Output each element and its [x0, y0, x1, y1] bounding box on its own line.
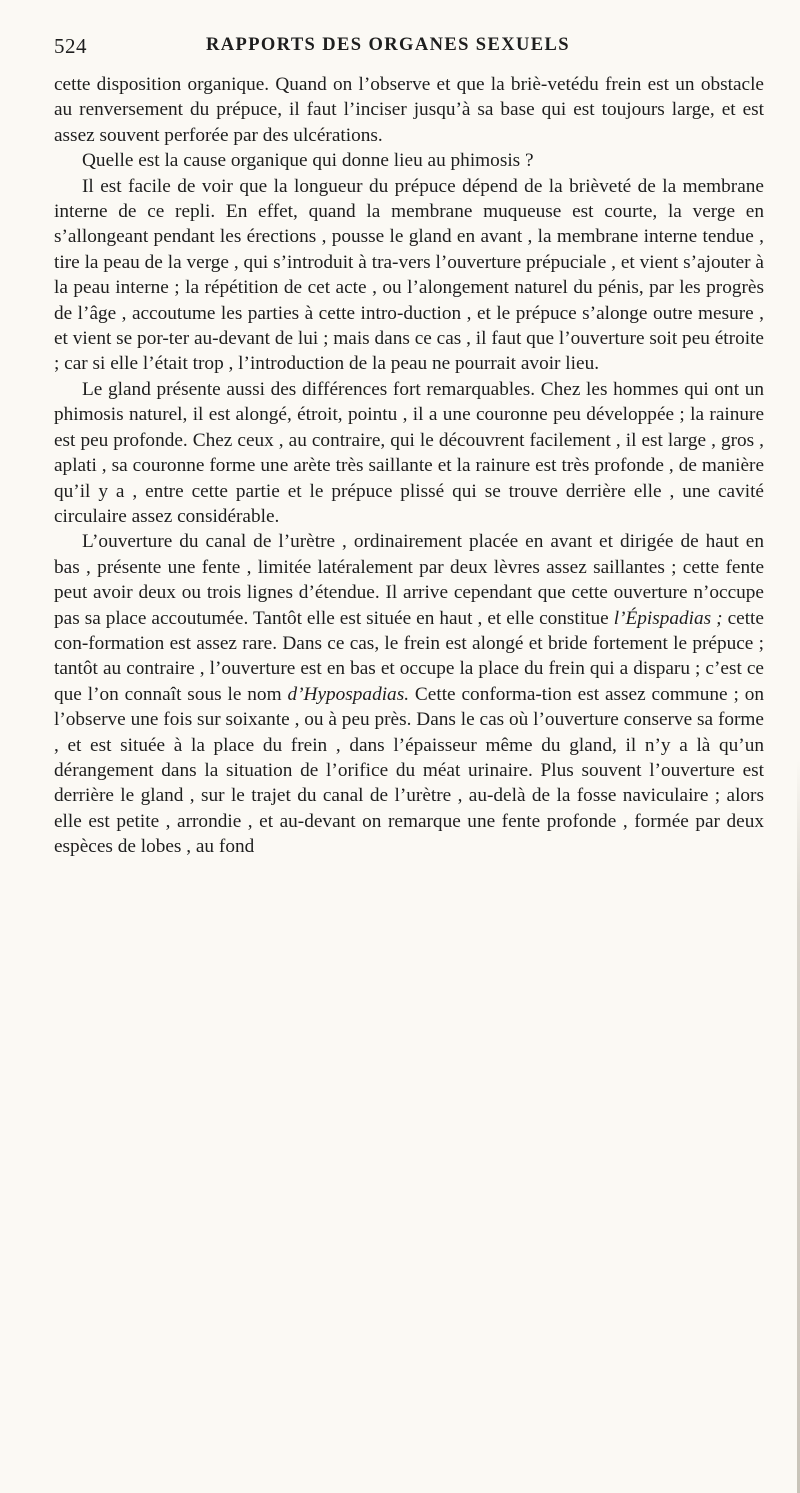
paragraph-gland: Le gland présente aussi des différences fort remarquables. Chez les hommes qui ont un phimosis naturel, il est alongé, étroit, pointu , il a une couronne peu développée ; la rainure est peu profonde. Chez ceux , au contraire, qui le découvrent facilement , il est large , gros , aplati , sa couronne forme une arète très saillante et la rainure est très profonde , de manière qu’il y a , entre cette partie et le prépuce plissé qui se trouve derrière elle , une cavité circulaire assez considérable. [54, 378, 764, 527]
paragraph-uretre-text-3: Cette conforma-tion est assez commune ; on l’observe une fois sur soixante , ou à peu près. Dans le cas où l’ouverture conserve sa forme , et est située à la place du frein , dans l’épaisseur même du gland, il n’y a là qu’un dérangement dans la situation de l’orifice du méat urinaire. Plus souvent l’ouverture est derrière le gland , sur le trajet du canal de l’urètre , au-delà de la fosse naviculaire ; alors elle est petite , arrondie , et au-devant on remarque une fente profonde , formée par deux espèces de lobes , au fond [54, 683, 764, 858]
book-page [54, 34, 764, 860]
running-title: RAPPORTS DES ORGANES SEXUELS [206, 35, 570, 55]
page-number: 524 [54, 34, 87, 58]
running-header [54, 34, 764, 72]
paragraph-uretre-text-1: L’ouverture du canal de l’urètre , ordinairement placée en avant et dirigée de haut en bas , présente une fente , limitée latéralement par deux lèvres assez saillantes ; cette fente peut avoir deux ou trois lignes d’étendue. Il arrive cependant que cette ouverture n’occupe pas sa place accoutumée. Tantôt elle est située en haut , et elle constitue [54, 531, 764, 629]
paragraph-uretre-text-2: cette con-formation est assez rare. Dans ce cas, le frein est alongé et bride fortement le prépuce ; tantôt au contraire , l’ouverture est en bas et occupe la place du frein qui a disparu ; c’est ce que l’on connaît sous le nom [54, 607, 764, 705]
paragraph-uretre [54, 529, 764, 859]
paragraph-continuation: cette disposition organique. Quand on l’observe et que la briè-vetédu frein est un obstacle au renversement du prépuce, il faut l’inciser jusqu’à sa base qui est toujours large, et est assez souvent perforée par des ulcérations. [54, 74, 764, 146]
paragraph-question: Quelle est la cause organique qui donne lieu au phimosis ? [82, 150, 534, 172]
term-hypospadias: d’Hypospadias. [287, 683, 410, 705]
term-epispadias: l’Épispadias ; [613, 607, 723, 629]
paragraph-prepuce: Il est facile de voir que la longueur du prépuce dépend de la brièveté de la membrane interne de ce repli. En effet, quand la membrane muqueuse est courte, la verge en s’allongeant pendant les érections , pousse le gland en avant , la membrane interne tendue , tire la peau de la verge , qui s’introduit à tra-vers l’ouverture prépuciale , et vient s’ajouter à la peau interne ; la répétition de cet acte , ou l’alongement naturel du pénis, par les progrès de l’âge , accoutume les parties à cette intro-duction , et le prépuce s’alonge outre mesure , et vient se por-ter au-devant de lui ; mais dans ce cas , il faut que l’ouverture soit peu étroite ; car si elle l’était trop , l’introduction de la peau ne pourrait avoir lieu. [54, 175, 764, 375]
body-text [54, 72, 764, 860]
